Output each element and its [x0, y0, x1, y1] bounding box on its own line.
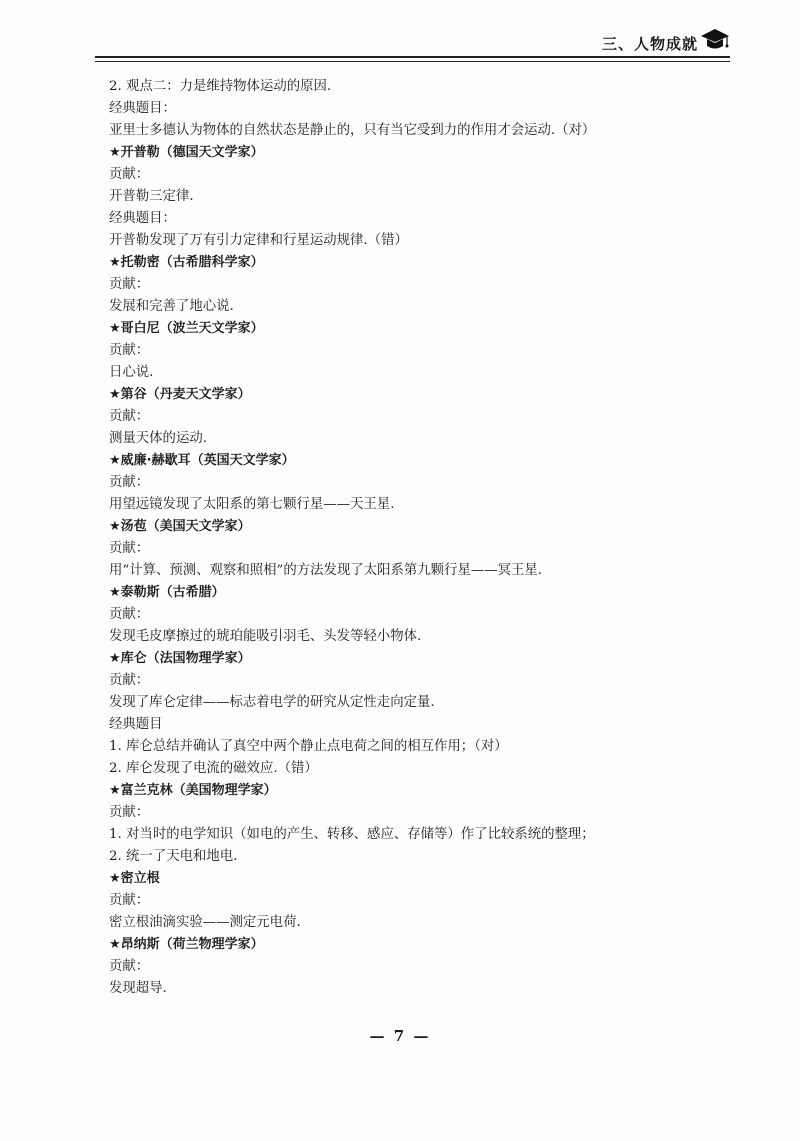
- text-line: 贡献：: [109, 343, 150, 358]
- text-line: 2. 统一了天电和地电.: [109, 849, 238, 864]
- person-heading: ★威廉·赫歇耳（英国天文学家）: [109, 453, 295, 468]
- person-heading: ★泰勒斯（古希腊）: [109, 585, 225, 600]
- person-heading: ★汤苞（美国天文学家）: [109, 519, 251, 534]
- text-line: 贡献：: [109, 277, 150, 292]
- text-line: 用望远镜发现了太阳系的第七颗行星——天王星.: [109, 497, 395, 512]
- text-line: 贡献：: [109, 541, 150, 556]
- page-header: [95, 22, 730, 62]
- person-heading: ★开普勒（德国天文学家）: [109, 145, 264, 160]
- text-line: 1. 对当时的电学知识（如电的产生、转移、感应、存储等）作了比较系统的整理；: [109, 827, 595, 842]
- text-line: 测量天体的运动.: [109, 431, 207, 446]
- text-line: 亚里士多德认为物体的自然状态是静止的，只有当它受到力的作用才会运动.（对）: [109, 123, 596, 138]
- header-rule-thick: [95, 56, 730, 58]
- text-line: 经典题目: [109, 717, 163, 732]
- text-line: 贡献：: [109, 893, 150, 908]
- text-line: 2. 库仑发现了电流的磁效应.（错）: [109, 761, 318, 776]
- person-heading: ★哥白尼（波兰天文学家）: [109, 321, 264, 336]
- header-rule-thin: [95, 61, 730, 62]
- text-line: 贡献：: [109, 167, 150, 182]
- text-line: 发现超导.: [109, 981, 167, 996]
- text-line: 贡献：: [109, 475, 150, 490]
- person-heading: ★托勒密（古希腊科学家）: [109, 255, 264, 270]
- text-line: 贡献：: [109, 805, 150, 820]
- text-line: 开普勒发现了万有引力定律和行星运动规律.（错）: [109, 233, 408, 248]
- text-line: 开普勒三定律.: [109, 189, 194, 204]
- person-heading: ★密立根: [109, 871, 160, 886]
- person-heading: ★富兰克林（美国物理学家）: [109, 783, 277, 798]
- text-line: 贡献：: [109, 607, 150, 622]
- page-number: — 7 —: [369, 1027, 431, 1045]
- text-line: 经典题目：: [109, 211, 176, 226]
- text-line: 1. 库仑总结并确认了真空中两个静止点电荷之间的相互作用；（对）: [109, 739, 508, 754]
- text-line: 贡献：: [109, 409, 150, 424]
- text-line: 日心说.: [109, 365, 154, 380]
- graduation-cap-icon: [700, 25, 730, 51]
- text-line: 贡献：: [109, 959, 150, 974]
- person-heading: ★第谷（丹麦天文学家）: [109, 387, 251, 402]
- text-line: 用“计算、预测、观察和照相”的方法发现了太阳系第九颗行星——冥王星.: [109, 563, 543, 578]
- page-body: [109, 76, 709, 1000]
- text-line: 发展和完善了地心说.: [109, 299, 234, 314]
- person-heading: ★昂纳斯（荷兰物理学家）: [109, 937, 264, 952]
- section-title: 三、人物成就: [601, 35, 698, 53]
- text-line: 经典题目：: [109, 101, 176, 116]
- text-line: 密立根油滴实验——测定元电荷.: [109, 915, 301, 930]
- text-line: 贡献：: [109, 673, 150, 688]
- text-line: 发现了库仑定律——标志着电学的研究从定性走向定量.: [109, 695, 435, 710]
- text-line: 发现毛皮摩擦过的琥珀能吸引羽毛、头发等轻小物体.: [109, 629, 422, 644]
- person-heading: ★库仑（法国物理学家）: [109, 651, 251, 666]
- text-line: 2. 观点二：力是维持物体运动的原因.: [109, 79, 332, 94]
